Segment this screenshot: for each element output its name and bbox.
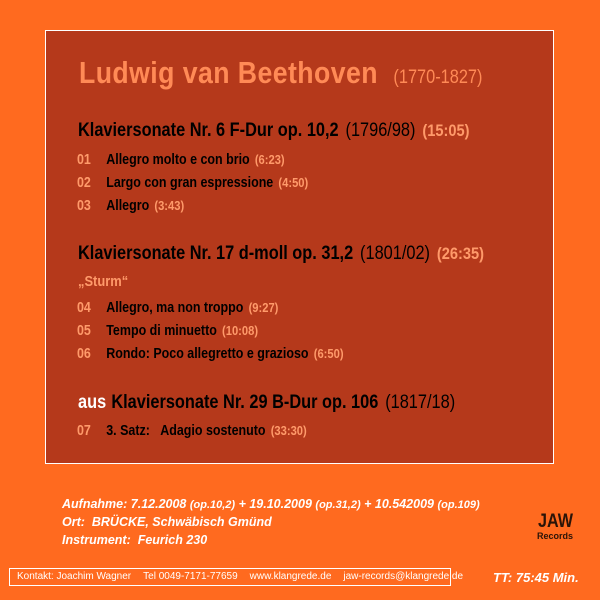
work-duration: (15:05) bbox=[422, 121, 470, 140]
track-title: Largo con gran espressione bbox=[106, 175, 274, 191]
contact-phone: Tel 0049-7171-77659 bbox=[143, 571, 238, 582]
work-title: Klaviersonate Nr. 6 F-Dur op. 10,2 bbox=[78, 120, 339, 141]
work-years: (1801/02) bbox=[360, 243, 430, 264]
track-title: Allegro bbox=[106, 198, 150, 214]
logo-main: JAW bbox=[538, 511, 574, 532]
work-nickname: „Sturm“ bbox=[78, 273, 129, 290]
track-title: Rondo: Poco allegretto e grazioso bbox=[106, 346, 309, 362]
track-row bbox=[77, 423, 307, 439]
instrument-label: Instrument: bbox=[62, 533, 131, 547]
track-duration: (33:30) bbox=[270, 423, 307, 438]
work-prefix: aus bbox=[78, 392, 107, 413]
track-row bbox=[77, 175, 308, 191]
recording-instrument bbox=[62, 533, 207, 547]
work-duration: (26:35) bbox=[436, 244, 485, 263]
track-title: Adagio sostenuto bbox=[160, 423, 266, 439]
track-movement: 3. Satz: bbox=[106, 423, 150, 439]
track-title: Allegro molto e con brio bbox=[106, 152, 250, 168]
track-title: Tempo di minuetto bbox=[106, 323, 217, 339]
track-duration: (6:50) bbox=[313, 346, 344, 361]
track-number: 02 bbox=[77, 175, 91, 191]
track-row bbox=[77, 323, 258, 339]
ort-label: Ort: bbox=[62, 515, 85, 529]
composer-years: (1770-1827) bbox=[393, 67, 483, 88]
track-number: 01 bbox=[77, 152, 91, 168]
track-duration: (4:50) bbox=[278, 175, 309, 190]
recording-opus: (op.31,2) bbox=[315, 499, 361, 511]
recording-date: + 10.542009 bbox=[364, 497, 434, 511]
track-number: 03 bbox=[77, 198, 91, 214]
contact-website: www.klangrede.de bbox=[249, 571, 332, 582]
jaw-records-logo bbox=[535, 512, 575, 542]
work-title: Klaviersonate Nr. 29 B-Dur op. 106 bbox=[111, 392, 379, 413]
contact-name: Kontakt: Joachim Wagner bbox=[17, 571, 132, 582]
recording-opus: (op.10,2) bbox=[189, 499, 236, 511]
ort-value: BRÜCKE, Schwäbisch Gmünd bbox=[91, 515, 272, 529]
work-heading bbox=[78, 120, 469, 142]
track-row bbox=[77, 152, 285, 168]
track-number: 07 bbox=[77, 423, 91, 439]
contact-email: jaw-records@klangrede.de bbox=[343, 571, 464, 582]
work-years: (1817/18) bbox=[385, 392, 456, 413]
recording-dates bbox=[62, 497, 480, 511]
recording-date: + 19.10.2009 bbox=[238, 497, 312, 511]
tracklist-panel bbox=[45, 30, 554, 464]
track-row bbox=[77, 346, 344, 362]
track-title: Allegro, ma non troppo bbox=[106, 300, 244, 316]
total-time: TT: 75:45 Min. bbox=[493, 570, 579, 585]
aufnahme-label: Aufnahme: bbox=[62, 497, 128, 511]
track-duration: (6:23) bbox=[254, 152, 285, 167]
recording-opus: (op.109) bbox=[437, 499, 480, 511]
recording-location bbox=[62, 515, 272, 529]
track-number: 05 bbox=[77, 323, 91, 339]
track-row bbox=[77, 198, 184, 214]
work-title: Klaviersonate Nr. 17 d-moll op. 31,2 bbox=[78, 243, 354, 264]
work-heading bbox=[78, 243, 484, 265]
instrument-value: Feurich 230 bbox=[137, 533, 208, 547]
composer-name: Ludwig van Beethoven bbox=[79, 55, 378, 90]
track-row bbox=[77, 300, 278, 316]
logo-sub: Records bbox=[536, 531, 573, 541]
track-number: 04 bbox=[77, 300, 91, 316]
track-duration: (10:08) bbox=[222, 323, 259, 338]
track-duration: (3:43) bbox=[154, 198, 185, 213]
recording-date: 7.12.2008 bbox=[130, 497, 187, 511]
contact-box bbox=[9, 568, 464, 586]
work-heading bbox=[78, 392, 455, 414]
track-duration: (9:27) bbox=[248, 300, 279, 315]
work-years: (1796/98) bbox=[345, 120, 416, 141]
composer-title bbox=[79, 55, 482, 91]
track-number: 06 bbox=[77, 346, 91, 362]
